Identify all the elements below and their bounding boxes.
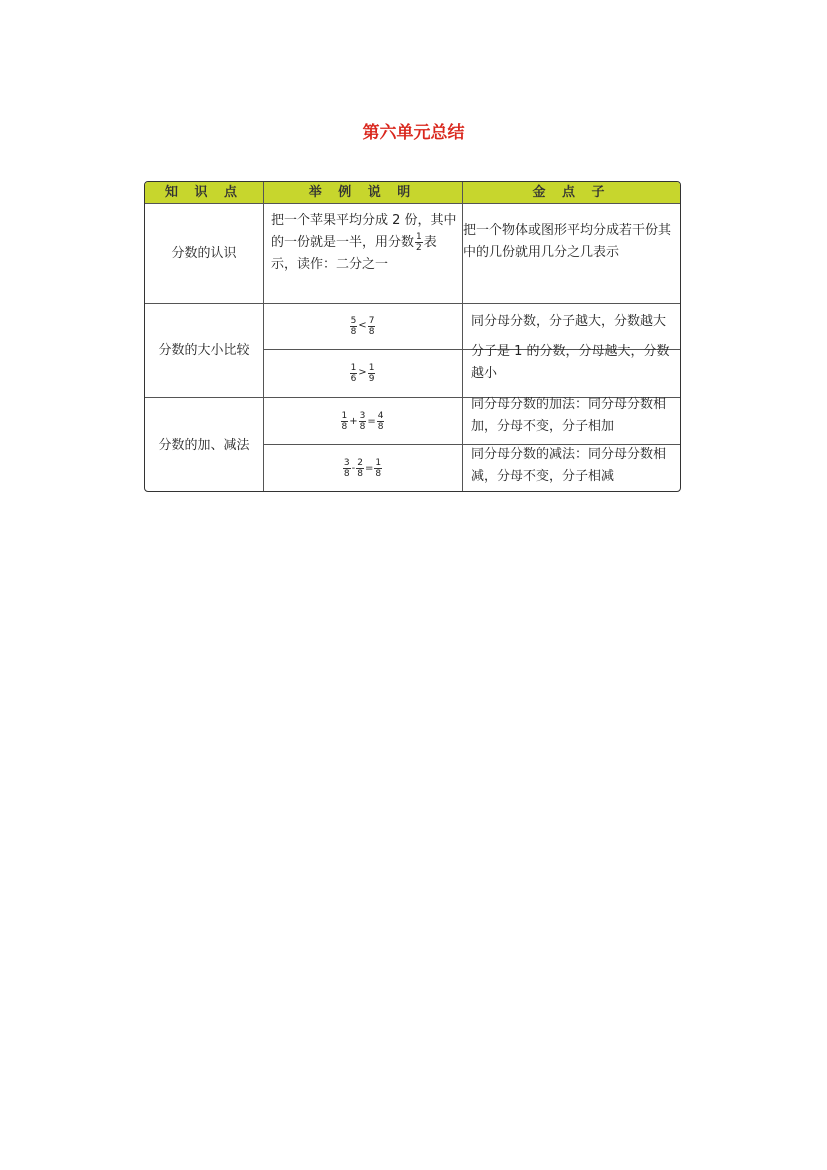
- plus-sign: +: [349, 415, 358, 427]
- example-fraction-concept: [271, 210, 457, 276]
- fraction-denominator: 8: [357, 469, 363, 479]
- header-knowledge-point: 知 识 点: [145, 182, 263, 204]
- fraction-denominator: 8: [375, 469, 382, 479]
- header-example: 举 例 说 明: [263, 182, 462, 204]
- tip-subtraction: 同分母分数的减法：同分母分数相减，分母不变，分子相减: [471, 447, 667, 484]
- tip-compare-2: 分子是 1 的分数，分母越大，分数越小: [471, 344, 670, 381]
- fraction-numerator: 7: [368, 315, 375, 326]
- fraction: [356, 458, 364, 479]
- page-title: 第六单元总结: [362, 123, 465, 143]
- topic-fraction-concept: 分数的认识: [171, 245, 237, 261]
- equals-sign: =: [364, 462, 374, 474]
- example-subtraction: [263, 446, 462, 491]
- fraction-denominator: 8: [377, 422, 384, 432]
- tip-addition: 同分母分数的加法：同分母分数相加，分母不变，分子相加: [471, 397, 667, 434]
- fraction-numerator: 1: [341, 411, 348, 421]
- example-compare-1: [263, 306, 462, 346]
- fraction: [343, 458, 351, 479]
- example-text: 表示，读作：二分之一: [271, 235, 437, 272]
- equals-sign: =: [367, 415, 376, 427]
- less-than-sign: <: [358, 320, 367, 331]
- header-tips: 金 点 子: [462, 182, 681, 204]
- fraction-numerator: 4: [377, 411, 384, 421]
- example-text: 把一个苹果平均分成 2 份，其中的一份就是一半，用分数: [271, 213, 457, 250]
- example-compare-2: [263, 352, 462, 394]
- fraction-denominator: 9: [368, 373, 375, 384]
- fraction: [374, 458, 382, 479]
- fraction-denominator: 8: [350, 326, 357, 337]
- example-addition: [263, 399, 462, 444]
- summary-table: [144, 181, 681, 492]
- fraction-denominator: 8: [341, 422, 348, 432]
- fraction: [350, 363, 358, 384]
- fraction-numerator: 5: [350, 315, 357, 326]
- minus-sign: -: [351, 462, 356, 474]
- fraction-numerator: 1: [375, 458, 382, 468]
- fraction: [415, 232, 423, 253]
- topic-fraction-add-subtract: 分数的加、减法: [158, 437, 250, 453]
- fraction: [377, 411, 385, 432]
- fraction: [368, 363, 376, 384]
- fraction-numerator: 2: [357, 458, 363, 468]
- greater-than-sign: >: [358, 367, 367, 378]
- fraction-numerator: 1: [368, 362, 375, 373]
- tip-fraction-concept: 把一个物体或图形平均分成若干份其中的几份就用几分之几表示: [463, 223, 672, 260]
- fraction-denominator: 2: [416, 243, 422, 253]
- fraction-numerator: 1: [350, 362, 357, 373]
- fraction: [359, 411, 367, 432]
- tip-compare-1: 同分母分数，分子越大，分数越大: [471, 314, 667, 329]
- fraction-denominator: 8: [368, 326, 375, 337]
- fraction: [350, 316, 358, 337]
- fraction-denominator: 8: [343, 469, 350, 479]
- fraction-denominator: 6: [350, 373, 357, 384]
- fraction-numerator: 3: [359, 411, 366, 421]
- fraction: [368, 316, 376, 337]
- topic-fraction-compare: 分数的大小比较: [158, 342, 250, 358]
- fraction: [341, 411, 349, 432]
- fraction-denominator: 8: [359, 422, 366, 432]
- fraction-numerator: 3: [343, 458, 350, 468]
- fraction-numerator: 1: [416, 232, 422, 242]
